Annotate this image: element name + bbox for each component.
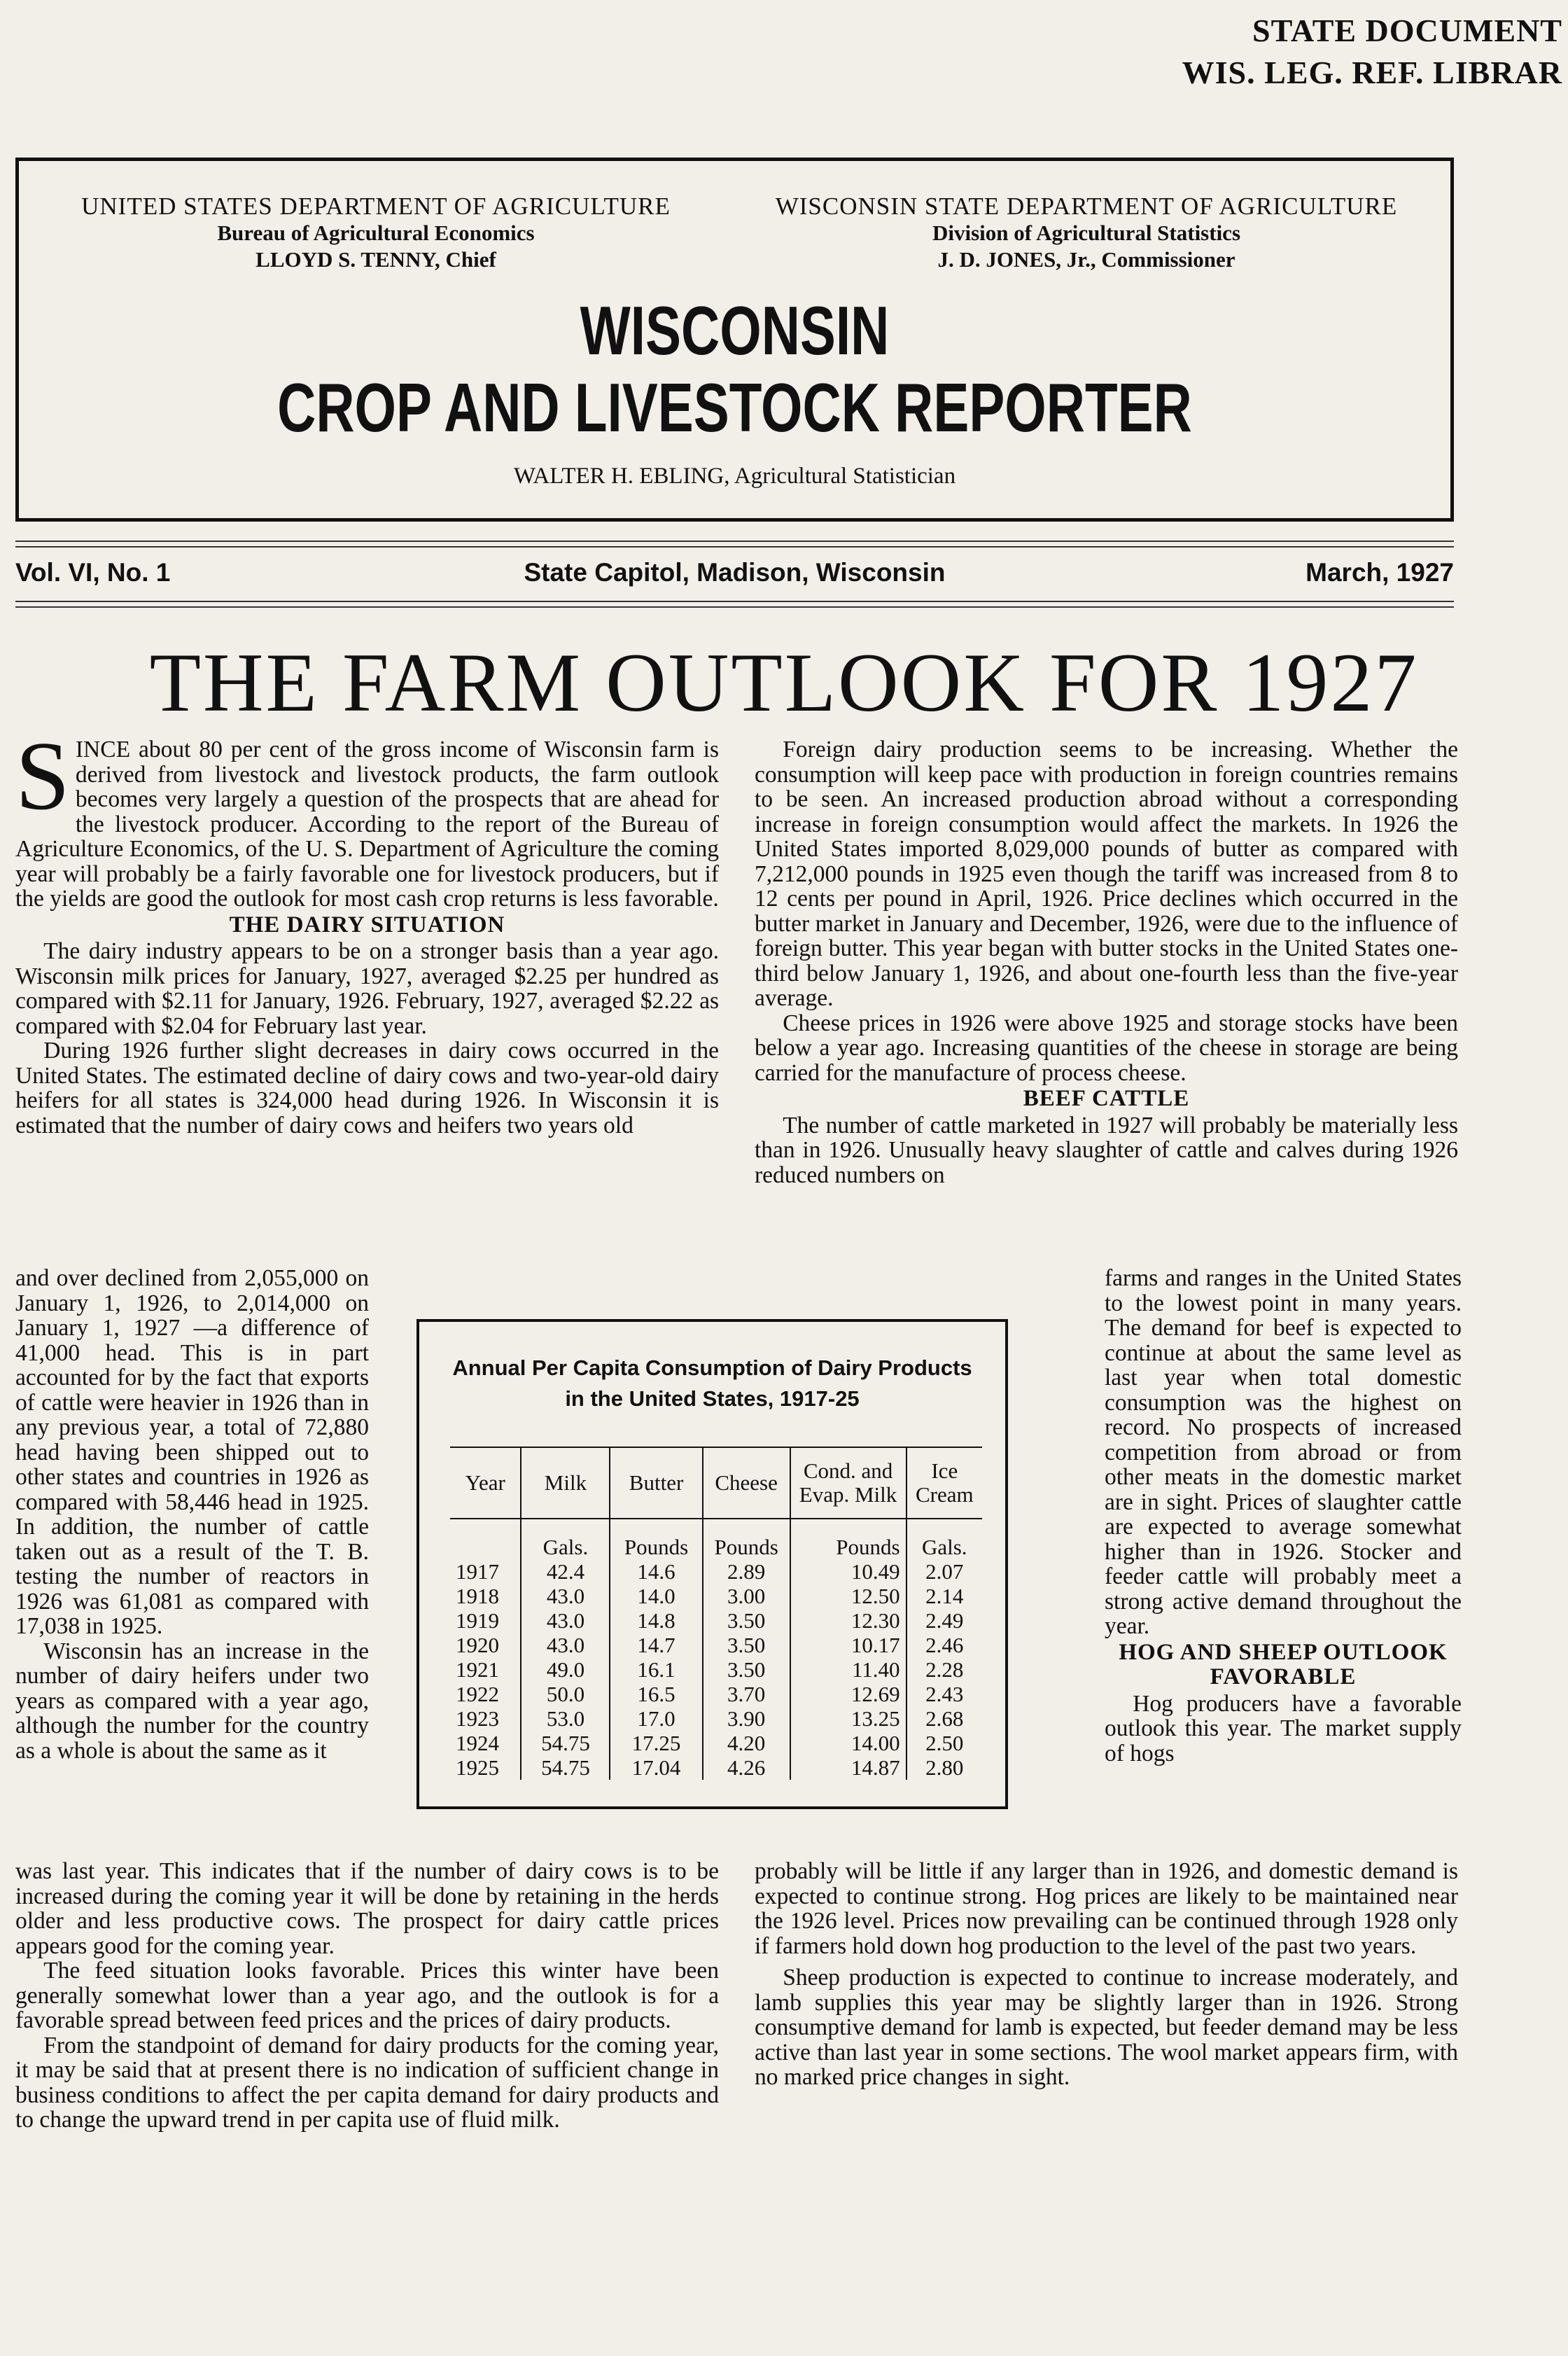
table-row <box>450 1755 982 1780</box>
table-cell: 3.50 <box>703 1608 790 1633</box>
table-cell: Gals. <box>521 1519 610 1559</box>
hog-sheep-heading: HOG AND SHEEP OUTLOOK FAVORABLE <box>1119 1639 1448 1689</box>
usda-bureau: Bureau of Agricultural Economics <box>217 221 535 245</box>
table-cell: 10.49 <box>790 1559 906 1584</box>
dairy-heading: THE DAIRY SITUATION <box>229 912 505 937</box>
table-row <box>450 1559 982 1584</box>
table-cell: 3.90 <box>703 1706 790 1731</box>
table-cell: 1917 <box>456 1559 499 1584</box>
publication-title-line-1: WISCONSIN <box>580 292 890 369</box>
table-cell: 3.50 <box>703 1633 790 1657</box>
table-cell: 13.25 <box>790 1706 906 1731</box>
table-cell: 1919 <box>456 1608 499 1633</box>
table-cell: 2.14 <box>906 1584 982 1608</box>
table-cell: 17.04 <box>610 1755 702 1780</box>
beef-paragraph-a: The number of cattle marketed in 1927 will probably be materially less than in 1926. Unusually heavy slaughter of cattle and calves during 1926 reduced numbers on <box>755 1112 1458 1188</box>
table-cell <box>450 1519 521 1559</box>
table-cell: 54.75 <box>521 1731 610 1755</box>
table-cell: 42.4 <box>521 1559 610 1584</box>
table-cell: 14.87 <box>790 1755 906 1780</box>
col-cheese: Cheese <box>703 1447 790 1519</box>
table-cell: 49.0 <box>521 1657 610 1682</box>
table-cell: 2.89 <box>703 1559 790 1584</box>
issue-place: State Capitol, Madison, Wisconsin <box>524 558 946 587</box>
table-cell: 4.20 <box>703 1731 790 1755</box>
col-butter: Butter <box>610 1447 702 1519</box>
table-cell: 3.70 <box>703 1682 790 1706</box>
col-ice-cream: Ice Cream <box>906 1447 982 1519</box>
table-cell: 2.46 <box>906 1633 982 1657</box>
hog-paragraph-a: Hog producers have a favorable outlook this year. The market supply of hogs <box>1105 1690 1462 1766</box>
table-row <box>450 1633 982 1657</box>
foreign-dairy-paragraph: Foreign dairy production seems to be increasing. Whether the consumption will keep pace with production in foreign countries remains to be seen. An increased production abroad without a corresponding increase in foreign consumption would affect the markets. In 1926 the United States imported 8,029,000 pounds of butter as compared with 7,212,000 pounds in 1925 even though the tariff was increased from 8 to 12 cents per pound in April, 1926. Price declines which occurred in the butter market in January and December, 1926, were due to the influence of foreign butter. This year began with butter stocks in the United States one-third below January 1, 1926, and about one-fourth less than the five-year average. <box>755 737 1458 1011</box>
table-cell: 14.7 <box>610 1633 702 1657</box>
table-cell: 3.00 <box>703 1584 790 1608</box>
feed-paragraph: The feed situation looks favorable. Prices this winter have been generally somewhat lower than a year ago, and the outlook is for a favorable spread between feed prices and the prices of dairy products. <box>15 1958 719 2033</box>
usda-block <box>33 193 719 273</box>
table-cell: 2.49 <box>906 1608 982 1633</box>
left-column-bottom <box>15 1859 719 2133</box>
table-row <box>450 1608 982 1633</box>
right-column-top <box>755 737 1458 1187</box>
table-cell: 50.0 <box>521 1682 610 1706</box>
library-stamp <box>1182 10 1562 94</box>
beef-heading: BEEF CATTLE <box>1023 1086 1190 1111</box>
table-row <box>450 1731 982 1755</box>
dairy-paragraph-1: The dairy industry appears to be on a stronger basis than a year ago. Wisconsin milk prices for January, 1927, averaged $2.25 per hundred as compared with $2.11 for January, 1926. February, 1927, averaged $2.22 as compared with $2.04 for February last year. <box>15 938 719 1039</box>
publication-title-line-2: CROP AND LIVESTOCK REPORTER <box>277 369 1192 446</box>
table-cell: 17.0 <box>610 1706 702 1731</box>
table-cell: 1924 <box>456 1731 499 1755</box>
table-cell: Pounds <box>790 1519 906 1559</box>
table-body <box>450 1519 982 1780</box>
table-cell: 2.68 <box>906 1706 982 1731</box>
masthead <box>15 158 1454 522</box>
table-cell: 16.1 <box>610 1657 702 1682</box>
stamp-line-2: WIS. LEG. REF. LIBRAR <box>1182 55 1562 90</box>
volume-number: Vol. VI, No. 1 <box>15 558 171 587</box>
table-cell: 2.07 <box>906 1559 982 1584</box>
table-row <box>450 1706 982 1731</box>
intro-text: INCE about 80 per cent of the gross income of Wisconsin farm is derived from livestock and livestock products, the farm outlook becomes very largely a question of the prospects that are ahead for the livestock producer. According to the report of the Bureau of Agriculture Economics, of the U. S. Department of Agriculture the coming year will probably be a fairly favorable one for livestock producers, but if the yields are good the outlook for most cash crop returns is less favorable. <box>15 737 719 912</box>
table-row <box>450 1584 982 1608</box>
table-cell: 10.17 <box>790 1633 906 1657</box>
table-cell: 53.0 <box>521 1706 610 1731</box>
table-cell: 3.50 <box>703 1657 790 1682</box>
wisconsin-commissioner: J. D. JONES, Jr., Commissioner <box>937 247 1236 272</box>
table-cell: Pounds <box>703 1519 790 1559</box>
heifer-paragraph-a: Wisconsin has an increase in the number of dairy heifers under two years as compared with a year ago, although the number for the country as a whole is about the same as it <box>15 1638 369 1764</box>
table-title-line-1: Annual Per Capita Consumption of Dairy Products <box>452 1355 972 1380</box>
table-cell: 2.28 <box>906 1657 982 1682</box>
intro-paragraph <box>15 722 719 912</box>
table-cell: 43.0 <box>521 1584 610 1608</box>
table-cell: 14.0 <box>610 1584 702 1608</box>
table-cell: 12.50 <box>790 1584 906 1608</box>
table-header-row <box>450 1447 982 1519</box>
table-cell: 16.5 <box>610 1682 702 1706</box>
rule-bottom-2 <box>15 606 1454 608</box>
table-cell: 1923 <box>456 1706 499 1731</box>
table-cell: 1918 <box>456 1584 499 1608</box>
table-cell: Pounds <box>610 1519 702 1559</box>
right-column-narrow <box>1105 1266 1462 1766</box>
table-row <box>450 1657 982 1682</box>
statistician: WALTER H. EBLING, Agricultural Statistician <box>513 463 956 489</box>
right-column-bottom <box>755 1859 1458 2090</box>
table-title-line-2: in the United States, 1917-25 <box>565 1386 860 1411</box>
stamp-line-1: STATE DOCUMENT <box>1252 13 1562 48</box>
usda-dept: UNITED STATES DEPARTMENT OF AGRICULTURE <box>81 193 671 220</box>
table-cell: 1922 <box>456 1682 499 1706</box>
demand-paragraph: From the standpoint of demand for dairy products for the coming year, it may be said that at present there is no indication of sufficient change in business conditions to affect the per capita demand for dairy products and to change the upward trend in per capita use of fluid milk. <box>15 2032 719 2133</box>
table-cell: 1921 <box>456 1657 499 1682</box>
dairy-paragraph-2a: During 1926 further slight decreases in dairy cows occurred in the United States. The estimated decline of dairy cows and two-year-old dairy heifers for all states is 324,000 head during 1926. In Wisconsin it is estimated that the number of dairy cows and heifers two years old <box>15 1038 719 1138</box>
col-cond-evap-milk: Cond. and Evap. Milk <box>790 1447 906 1519</box>
table-cell: 2.43 <box>906 1682 982 1706</box>
table-row <box>450 1682 982 1706</box>
table-cell: 2.50 <box>906 1731 982 1755</box>
usda-chief: LLOYD S. TENNY, Chief <box>255 247 496 272</box>
left-column-narrow <box>15 1266 369 1763</box>
dairy-consumption-table-box <box>416 1319 1008 1809</box>
left-column-top <box>15 722 719 1138</box>
wisconsin-dept-block <box>740 193 1433 273</box>
table-cell: 1925 <box>456 1755 499 1780</box>
table-cell: 43.0 <box>521 1608 610 1633</box>
table-title <box>419 1353 1005 1414</box>
rule-bottom-1 <box>15 601 1454 602</box>
article-headline: THE FARM OUTLOOK FOR 1927 <box>149 636 1419 729</box>
wisconsin-dept: WISCONSIN STATE DEPARTMENT OF AGRICULTURE <box>775 193 1398 220</box>
table-units-row <box>450 1519 982 1559</box>
rule-top-2 <box>15 546 1454 548</box>
table-cell: 11.40 <box>790 1657 906 1682</box>
dairy-consumption-table <box>450 1447 982 1780</box>
table-cell: 1920 <box>456 1633 499 1657</box>
hog-paragraph-b: probably will be little if any larger than in 1926, and domestic demand is expected to continue strong. Hog prices are likely to be maintained near the 1926 level. Prices now prevailing can be continued through 1928 only if farmers hold down hog production to the level of the past two years. <box>755 1858 1458 1959</box>
table-cell: 43.0 <box>521 1633 610 1657</box>
table-cell: 54.75 <box>521 1755 610 1780</box>
table-cell: 12.30 <box>790 1608 906 1633</box>
table-cell: 4.26 <box>703 1755 790 1780</box>
table-cell: 12.69 <box>790 1682 906 1706</box>
col-milk: Milk <box>521 1447 610 1519</box>
sheep-paragraph: Sheep production is expected to continue to increase moderately, and lamb supplies this year may be slightly larger than in 1926. Strong consumptive demand for lamb is expected, but feeder demand may be less active than last year in some sections. The wool market appears firm, with no marked price changes in sight. <box>755 1965 1458 2090</box>
issue-date: March, 1927 <box>1306 558 1454 587</box>
wisconsin-division: Division of Agricultural Statistics <box>932 221 1241 245</box>
beef-paragraph-b: farms and ranges in the United States to the lowest point in many years. The demand for beef is expected to continue at about the same level as last year when total domestic consumption was the highest on record. No prospects of increased competition from abroad or from other meats in the domestic market are in sight. Prices of slaughter cattle are expected to average somewhat higher than in 1926. Stocker and feeder cattle will probably meet a strong active demand throughout the year. <box>1105 1265 1462 1639</box>
col-year: Year <box>450 1447 521 1519</box>
heifer-paragraph-b: was last year. This indicates that if the number of dairy cows is to be increased during the coming year it will be done by retaining in the herds older and less productive cows. The prospect for dairy cattle prices appears good for the coming year. <box>15 1858 719 1959</box>
rule-top-1 <box>15 541 1454 542</box>
dairy-paragraph-2b: and over declined from 2,055,000 on January 1, 1926, to 2,014,000 on January 1, 1927 —a difference of 41,000 head. This is in part accounted for by the fact that exports of cattle were heavier in 1926 than in any previous year, a total of 72,880 head having been shipped out to other states and countries in 1926 as compared with 58,446 head in 1925. In addition, the number of cattle taken out as a result of the T. B. testing the number of reactors in 1926 was 61,081 as compared with 17,038 in 1925. <box>15 1265 369 1639</box>
table-cell: Gals. <box>906 1519 982 1559</box>
cheese-paragraph: Cheese prices in 1926 were above 1925 and storage stocks have been below a year ago. Increasing quantities of the cheese in storage are being carried for the manufacture of process cheese. <box>755 1010 1458 1086</box>
table-cell: 17.25 <box>610 1731 702 1755</box>
dropcap: S <box>15 722 70 830</box>
table-cell: 14.8 <box>610 1608 702 1633</box>
table-cell: 14.00 <box>790 1731 906 1755</box>
table-cell: 2.80 <box>906 1755 982 1780</box>
table-cell: 14.6 <box>610 1559 702 1584</box>
